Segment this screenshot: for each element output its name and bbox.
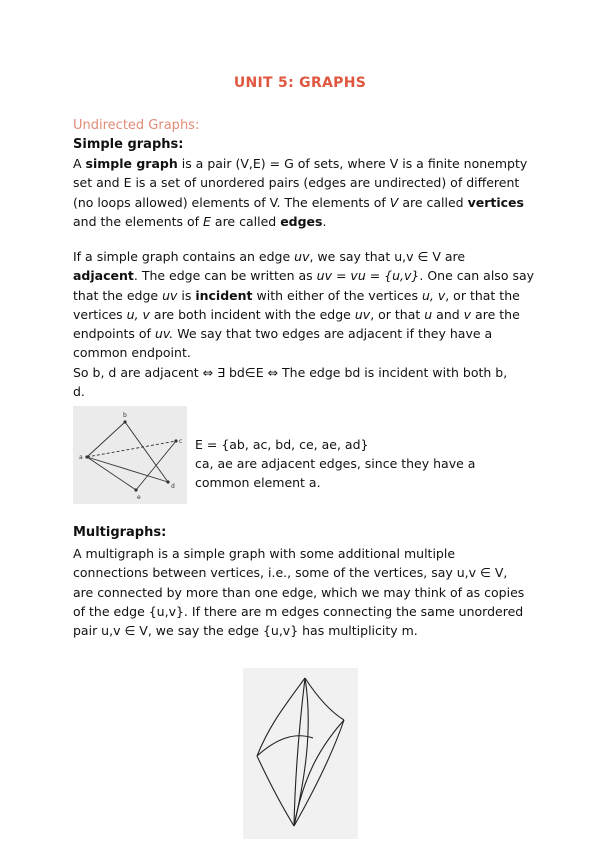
simple-graph-definition: A simple graph is a pair (V,E) = G of sets, where V is a finite nonempty set and E is a set of unordered pairs (edges are undirected) of different (no loops allowed) elements of V. The elements of V are called vertices and the elements of E are called edges. xyxy=(73,156,528,229)
edge-top-right xyxy=(305,678,344,720)
vertex-b xyxy=(123,420,126,423)
edge-ad xyxy=(87,457,168,482)
label-d: d xyxy=(171,483,175,490)
label-c: c xyxy=(179,438,183,445)
heading-multigraphs: Multigraphs: xyxy=(73,525,167,540)
multigraph-figure xyxy=(243,668,358,839)
label-a: a xyxy=(79,454,83,461)
page-title: UNIT 5: GRAPHS xyxy=(233,75,367,91)
vertex-a xyxy=(85,455,88,458)
edge-ce xyxy=(136,441,176,490)
heading-simple-graphs: Simple graphs: xyxy=(73,137,184,152)
edge-ae xyxy=(87,457,136,490)
simple-graph-figure xyxy=(73,406,187,504)
label-e: e xyxy=(137,494,141,501)
multigraph-sketch xyxy=(243,668,358,839)
vertex-d xyxy=(166,480,169,483)
label-b: b xyxy=(123,412,127,419)
edge-left-mid xyxy=(257,736,313,756)
vertex-e xyxy=(134,488,137,491)
vertex-c xyxy=(174,439,177,442)
multigraph-definition: A multigraph is a simple graph with some additional multiple connections between vertices, i.e., some of the vertices, say u,v ∈ V, are connected by more than one edge, which we may think of as copies of the edge {u,v}. If there are m edges connecting the same unordered pair u,v ∈ V, we say the edge {u,v} has multiplicity m. xyxy=(73,546,525,639)
edge-left-bottom xyxy=(257,756,294,826)
section-label-undirected-graphs: Undirected Graphs: xyxy=(73,118,200,133)
simple-graph-sketch xyxy=(73,406,187,504)
edge-ac xyxy=(87,441,176,457)
edge-ab xyxy=(87,422,125,457)
edge-set-description: E = {ab, ac, bd, ce, ae, ad} ca, ae are adjacent edges, since they have a common element a. xyxy=(195,437,476,490)
adjacency-paragraph: If a simple graph contains an edge uv, we say that u,v ∈ V are adjacent. The edge can be written as uv = vu = {u,v}. One can also say that the edge uv is incident with either of the vertices u, v, or that the vertices u, v are both incident with the edge uv, or that u and v are the endpoints of uv. We say that two edges are adjacent if they have a common endpoint. So b, d are adjacent ⇔ ∃ bd∈E ⇔ The edge bd is incident with both b, d. xyxy=(73,249,535,400)
edge-bd xyxy=(125,422,168,482)
